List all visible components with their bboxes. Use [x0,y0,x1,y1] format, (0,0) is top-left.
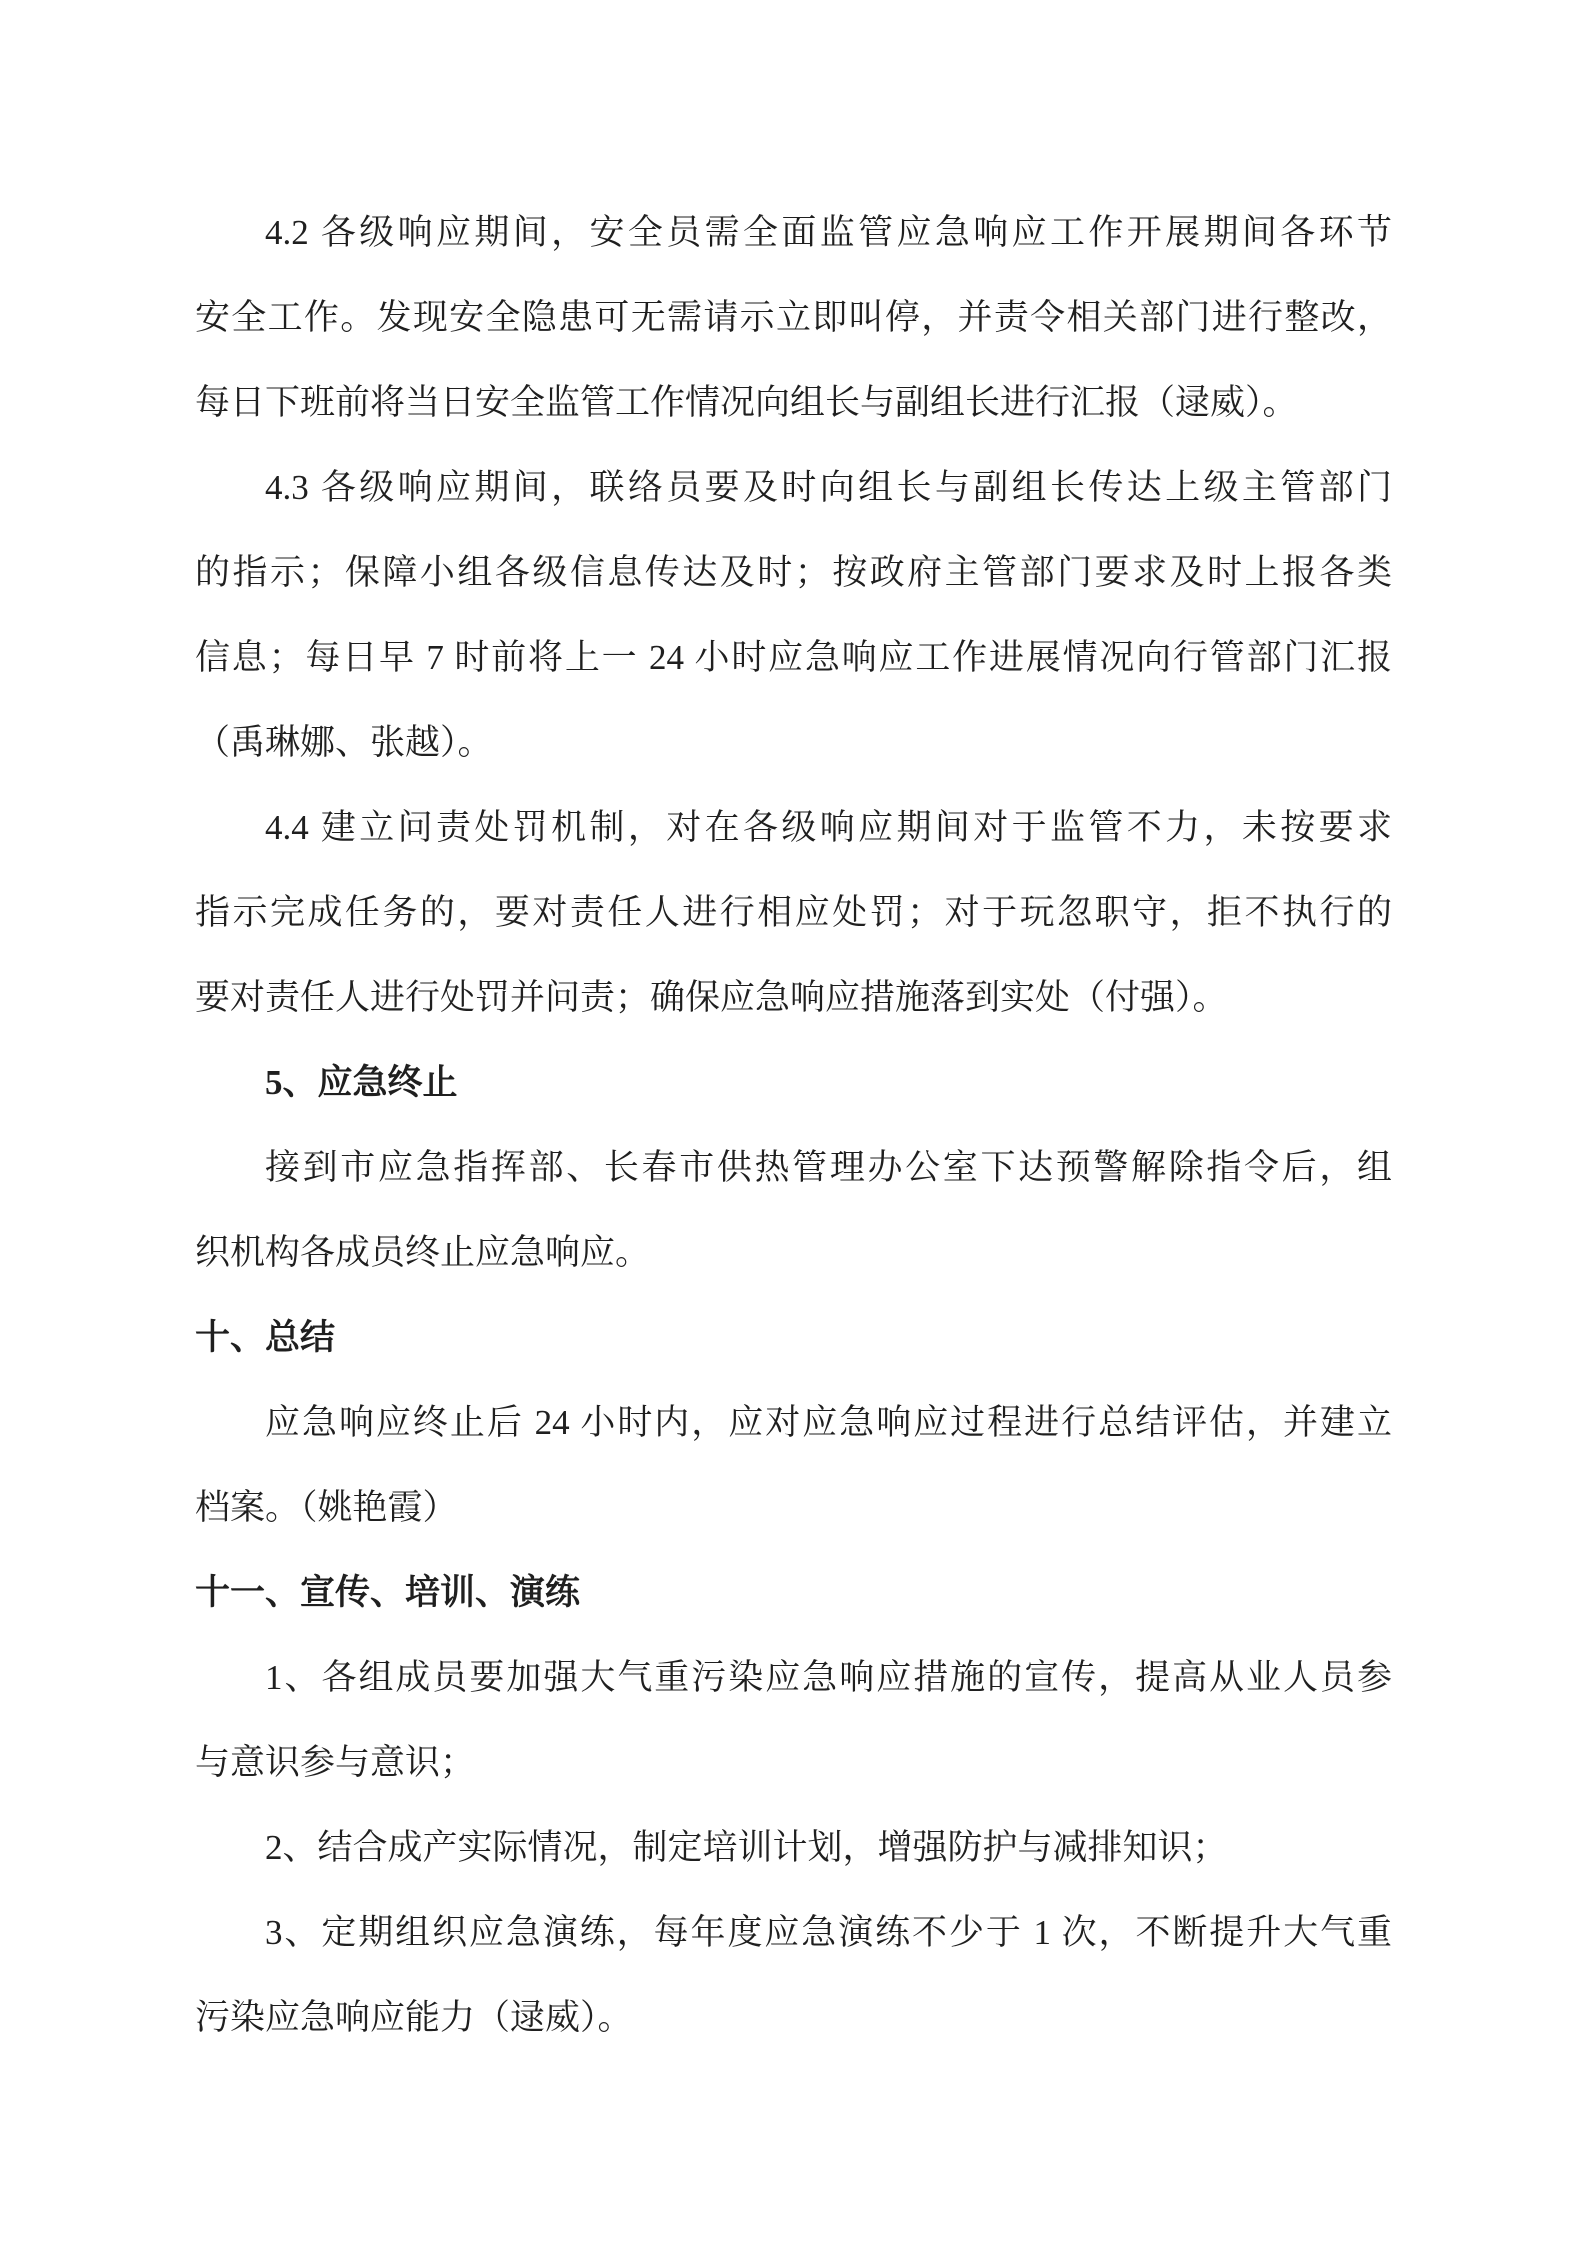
section-heading [195,1295,1392,1380]
text-line: 十、总结 [195,1318,336,1357]
paragraph [195,1890,1392,2060]
text-line: 指示完成任务的，要对责任人进行相应处罚；对于玩忽职守，拒不执行的 [195,893,1392,932]
text-line: （禹琳娜、张越）。 [195,723,493,762]
text-line: 1、各组成员要加强大气重污染应急响应措施的宣传，提高从业人员参 [265,1658,1392,1697]
paragraph [195,1380,1392,1550]
text-line: 应急响应终止后 24 小时内，应对应急响应过程进行总结评估，并建立 [265,1403,1392,1442]
section-heading [195,1040,1392,1125]
document-body [195,190,1392,2060]
text-line: 4.3 各级响应期间，联络员要及时向组长与副组长传达上级主管部门 [265,468,1392,507]
paragraph [195,1635,1392,1805]
text-line: 每日下班前将当日安全监管工作情况向组长与副组长进行汇报（逯威）。 [195,383,1298,422]
text-line: 5、应急终止 [265,1063,458,1102]
text-line: 要对责任人进行处罚并问责；确保应急响应措施落到实处（付强）。 [195,978,1228,1017]
paragraph [195,1805,1392,1890]
text-line: 2、结合成产实际情况，制定培训计划，增强防护与减排知识； [265,1828,1228,1867]
paragraph [195,190,1392,445]
text-line: 十一、宣传、培训、演练 [195,1573,581,1612]
paragraph [195,785,1392,1040]
paragraph [195,1125,1392,1295]
text-line: 安全工作。发现安全隐患可无需请示立即叫停，并责令相关部门进行整改， [195,298,1392,337]
section-heading [195,1550,1392,1635]
text-line: 污染应急响应能力（逯威）。 [195,1998,633,2037]
text-line: 信息；每日早 7 时前将上一 24 小时应急响应工作进展情况向行管部门汇报 [195,638,1392,677]
text-line: 4.2 各级响应期间，安全员需全面监管应急响应工作开展期间各环节 [265,213,1392,252]
text-line: 织机构各成员终止应急响应。 [195,1233,651,1272]
text-line: 档案。（姚艳霞） [195,1488,458,1527]
text-line: 4.4 建立问责处罚机制，对在各级响应期间对于监管不力，未按要求 [265,808,1392,847]
paragraph [195,445,1392,785]
text-line: 与意识参与意识； [195,1743,476,1782]
text-line: 3、定期组织应急演练，每年度应急演练不少于 1 次，不断提升大气重 [265,1913,1392,1952]
text-line: 接到市应急指挥部、长春市供热管理办公室下达预警解除指令后，组 [265,1148,1392,1187]
text-line: 的指示；保障小组各级信息传达及时；按政府主管部门要求及时上报各类 [195,553,1392,592]
